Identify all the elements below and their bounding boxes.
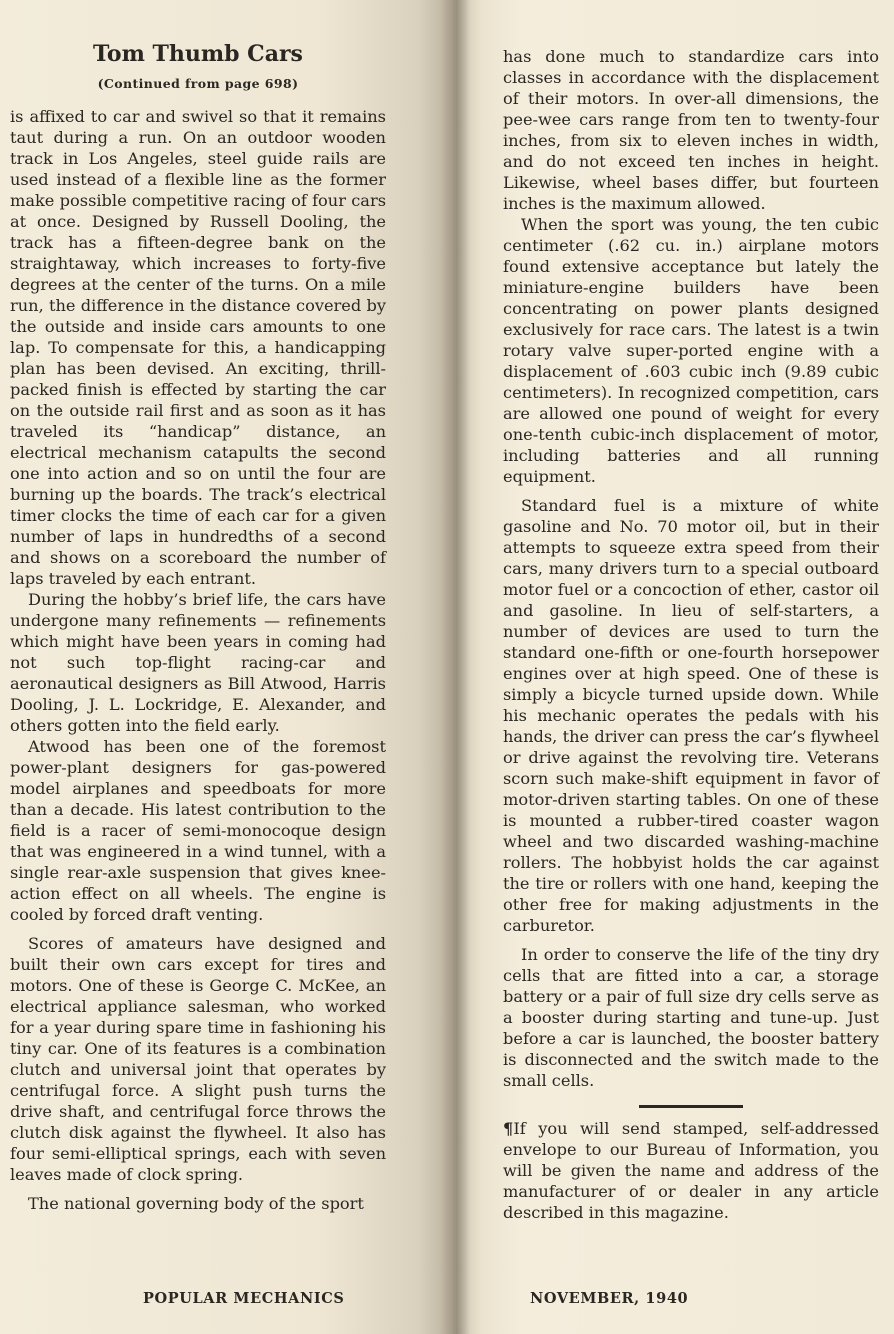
paragraph: The national governing body of the sport xyxy=(28,1194,364,1213)
paragraph: Standard fuel is a mixture of white gasoline and No. 70 motor oil, but in their attempts to squeeze extra speed from their cars, many drivers turn to a special outboard motor fuel or a concoction of ether, castor oil and gasoline. In lieu of self-starters, a number of devices are used to turn the standard one-fifth or one-fourth horsepower engines over at high speed. One of these is simply a bicycle turned upside down. While his mechanic operates the pedals with his hands, the driver can press the car’s flywheel or drive against the revolving tire. Veterans scorn such make-shift equipment in favor of motor-driven starting tables. On one of these is mounted a rubber-tired coaster wagon wheel and two discarded washing-machine rollers. The hobbyist holds the car against the tire or rollers with one hand, keeping the other free for making adjustments in the carburetor. xyxy=(503,496,879,935)
footer-issue-date: NOVEMBER, 1940 xyxy=(530,1290,689,1307)
right-column xyxy=(503,46,879,1223)
paragraph: When the sport was young, the ten cubic centimeter (.62 cu. in.) airplane motors found extensive acceptance but lately the miniature-engine builders have been concentrating on power plants designed exclusively for race cars. The latest is a twin rotary valve super-ported engine with a displacement of .603 cubic inch (9.89 cubic centimeters). In recognized competition, cars are allowed one pound of weight for every one-tenth cubic-inch displacement of motor, including batteries and all running equipment. xyxy=(503,215,879,486)
left-column xyxy=(10,106,386,1214)
paragraph: Atwood has been one of the foremost power-plant designers for gas-powered model airplanes and speedboats for more than a decade. His latest contribution to the field is a racer of semi-monocoque design that was engineered in a wind tunnel, with a single rear-axle suspension that gives knee-action effect on all wheels. The engine is cooled by forced draft venting. xyxy=(10,737,386,924)
paragraph: Scores of amateurs have designed and built their own cars except for tires and motors. One of these is George C. McKee, an electrical appliance salesman, who worked for a year during spare time in fashioning his tiny car. One of its features is a combination clutch and universal joint that operates by centrifugal force. A slight push turns the drive shaft, and centrifugal force throws the clutch disk against the flywheel. It also has four semi-elliptical springs, each with seven leaves made of clock spring. xyxy=(10,934,386,1184)
paragraph: During the hobby’s brief life, the cars have undergone many refinements — refinements which might have been years in coming had not such top-flight racing-car and aeronautical designers as Bill Atwood, Harris Dooling, J. L. Lockridge, E. Alexander, and others gotten into the field early. xyxy=(10,590,386,735)
footer-magazine-name: POPULAR MECHANICS xyxy=(143,1290,345,1307)
paragraph: has done much to standardize cars into classes in accordance with the displacement of their motors. In over-all dimensions, the pee-wee cars range from ten to twenty-four inches, from six to eleven inches in width, and do not exceed ten inches in height. Likewise, wheel bases differ, but fourteen inches is the maximum allowed. xyxy=(503,47,879,213)
paragraph: is affixed to car and swivel so that it remains taut during a run. On an outdoor wooden track in Los Angeles, steel guide rails are used instead of a flexible line as the former make possible competitive racing of four cars at once. Designed by Russell Dooling, the track has a fifteen-degree bank on the straightaway, which increases to forty-five degrees at the center of the turns. On a mile run, the difference in the distance covered by the outside and inside cars amounts to one lap. To compensate for this, a handicapping plan has been devised. An exciting, thrill-packed finish is effected by starting the car on the outside rail first and as soon as it has traveled its “handicap” distance, an electrical mechanism catapults the second one into action and so on until the four are burning up the boards. The track’s electrical timer clocks the time of each car for a given number of laps in hundredths of a second and shows on a scoreboard the number of laps traveled by each entrant. xyxy=(10,107,386,588)
section-divider xyxy=(639,1105,743,1108)
bureau-notice xyxy=(503,1118,879,1223)
paragraph-mark-icon: ¶ xyxy=(503,1119,514,1138)
article-title: Tom Thumb Cars xyxy=(93,41,303,67)
continued-note: (Continued from page 698) xyxy=(97,76,299,91)
bureau-notice-text: If you will send stamped, self-addressed envelope to our Bureau of Information, you will be given the name and address of the manufacturer of or dealer in any article described in this magazine. xyxy=(503,1119,879,1222)
paragraph: In order to conserve the life of the tiny dry cells that are fitted into a car, a storage battery or a pair of full size dry cells serve as a booster during starting and tune-up. Just before a car is launched, the booster battery is disconnected and the switch made to the small cells. xyxy=(503,945,879,1090)
book-gutter xyxy=(440,0,470,1334)
